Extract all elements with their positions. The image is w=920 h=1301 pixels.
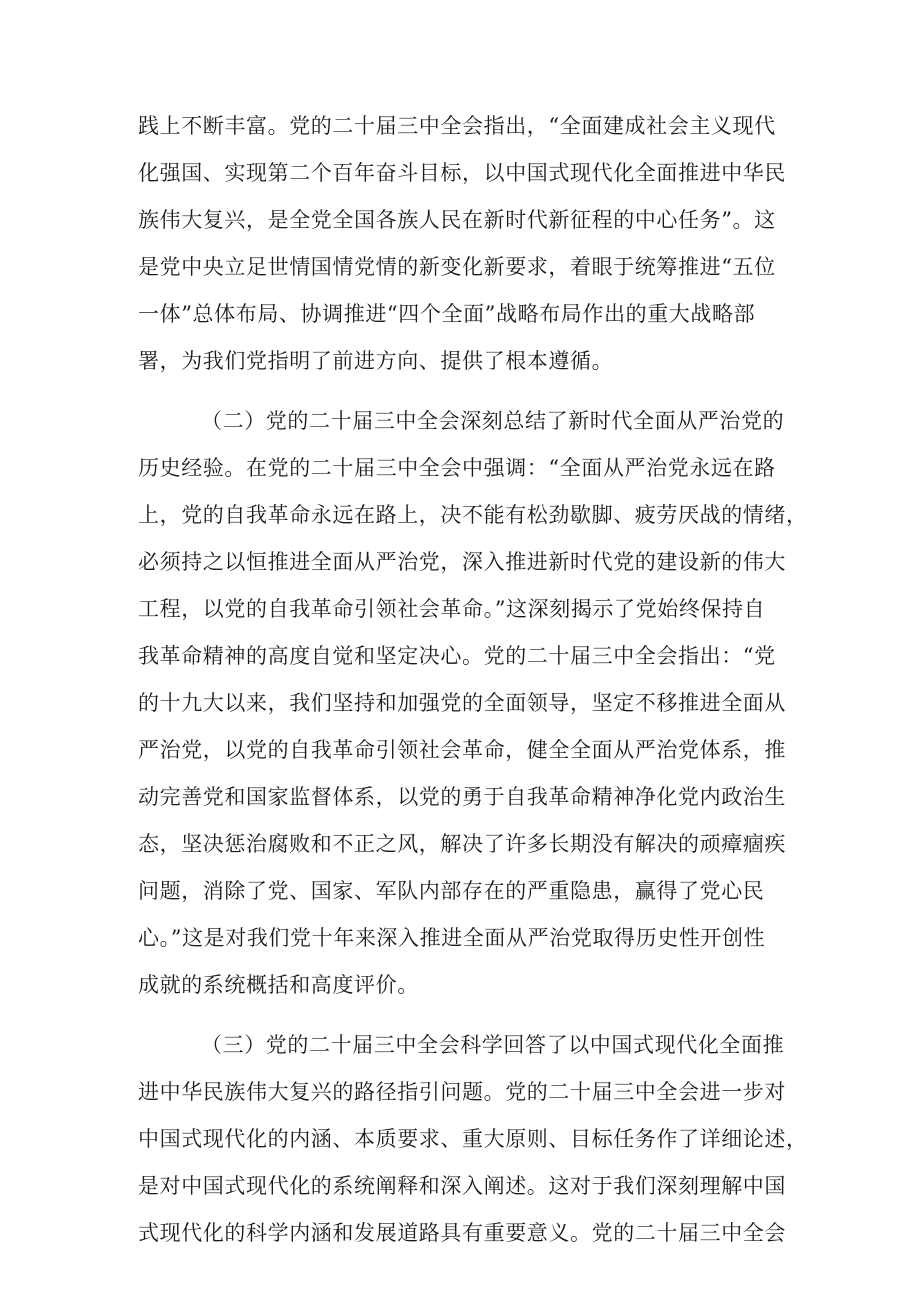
- text-line: 的十九大以来，我们坚持和加强党的全面领导，坚定不移推进全面从: [138, 691, 786, 715]
- text-line: 族伟大复兴，是全党全国各族人民在新时代新征程的中心任务”。这: [138, 208, 776, 232]
- text-line: 是对中国式现代化的系统阐释和深入阐述。这对于我们深刻理解中国: [138, 1174, 786, 1198]
- text-line: 进中华民族伟大复兴的路径指引问题。党的二十届三中全会进一步对: [138, 1080, 786, 1104]
- text-line: 心。”这是对我们党十年来深入推进全面从严治党取得历史性开创性: [138, 926, 766, 950]
- text-line: 上，党的自我革命永远在路上，决不能有松劲歇脚、疲劳厌战的情绪，: [138, 503, 808, 527]
- text-line: （三）党的二十届三中全会科学回答了以中国式现代化全面推: [201, 1033, 785, 1057]
- text-line: 工程，以党的自我革命引领社会革命。”这深刻揭示了党始终保持自: [138, 597, 766, 621]
- text-line: 一体”总体布局、协调推进“四个全面”战略布局作出的重大战略部: [138, 302, 756, 326]
- text-line: 成就的系统概括和高度评价。: [138, 973, 419, 997]
- text-line: 严治党，以党的自我革命引领社会革命，健全全面从严治党体系，推: [138, 738, 786, 762]
- text-line: 化强国、实现第二个百年奋斗目标，以中国式现代化全面推进中华民: [138, 161, 786, 185]
- text-line: （二）党的二十届三中全会深刻总结了新时代全面从严治党的: [201, 409, 785, 433]
- text-line: 历史经验。在党的二十届三中全会中强调：“全面从严治党永远在路: [138, 456, 776, 480]
- text-line: 我革命精神的高度自觉和坚定决心。党的二十届三中全会指出：“党: [138, 644, 776, 668]
- text-line: 中国式现代化的内涵、本质要求、重大原则、目标任务作了详细论述，: [138, 1127, 808, 1151]
- text-line: 问题，消除了党、国家、军队内部存在的严重隐患，赢得了党心民: [138, 879, 765, 903]
- text-line: 是党中央立足世情国情党情的新变化新要求，着眼于统筹推进“五位: [138, 255, 776, 279]
- text-line: 必须持之以恒推进全面从严治党，深入推进新时代党的建设新的伟大: [138, 550, 786, 574]
- text-line: 态，坚决惩治腐败和不正之风，解决了许多长期没有解决的顽瘴痼疾: [138, 832, 786, 856]
- paragraph-1: [138, 103, 788, 385]
- paragraph-gap: [138, 385, 788, 398]
- text-line: 动完善党和国家监督体系，以党的勇于自我革命精神净化党内政治生: [138, 785, 786, 809]
- paragraph-gap: [138, 1009, 788, 1022]
- paragraph-3: [138, 1022, 808, 1257]
- paragraph-2: [138, 398, 808, 1009]
- document-body: [138, 103, 808, 1257]
- text-line: 践上不断丰富。党的二十届三中全会指出，“全面建成社会主义现代: [138, 114, 776, 138]
- text-line: 式现代化的科学内涵和发展道路具有重要意义。党的二十届三中全会: [138, 1221, 786, 1245]
- text-line: 署，为我们党指明了前进方向、提供了根本遵循。: [138, 349, 614, 373]
